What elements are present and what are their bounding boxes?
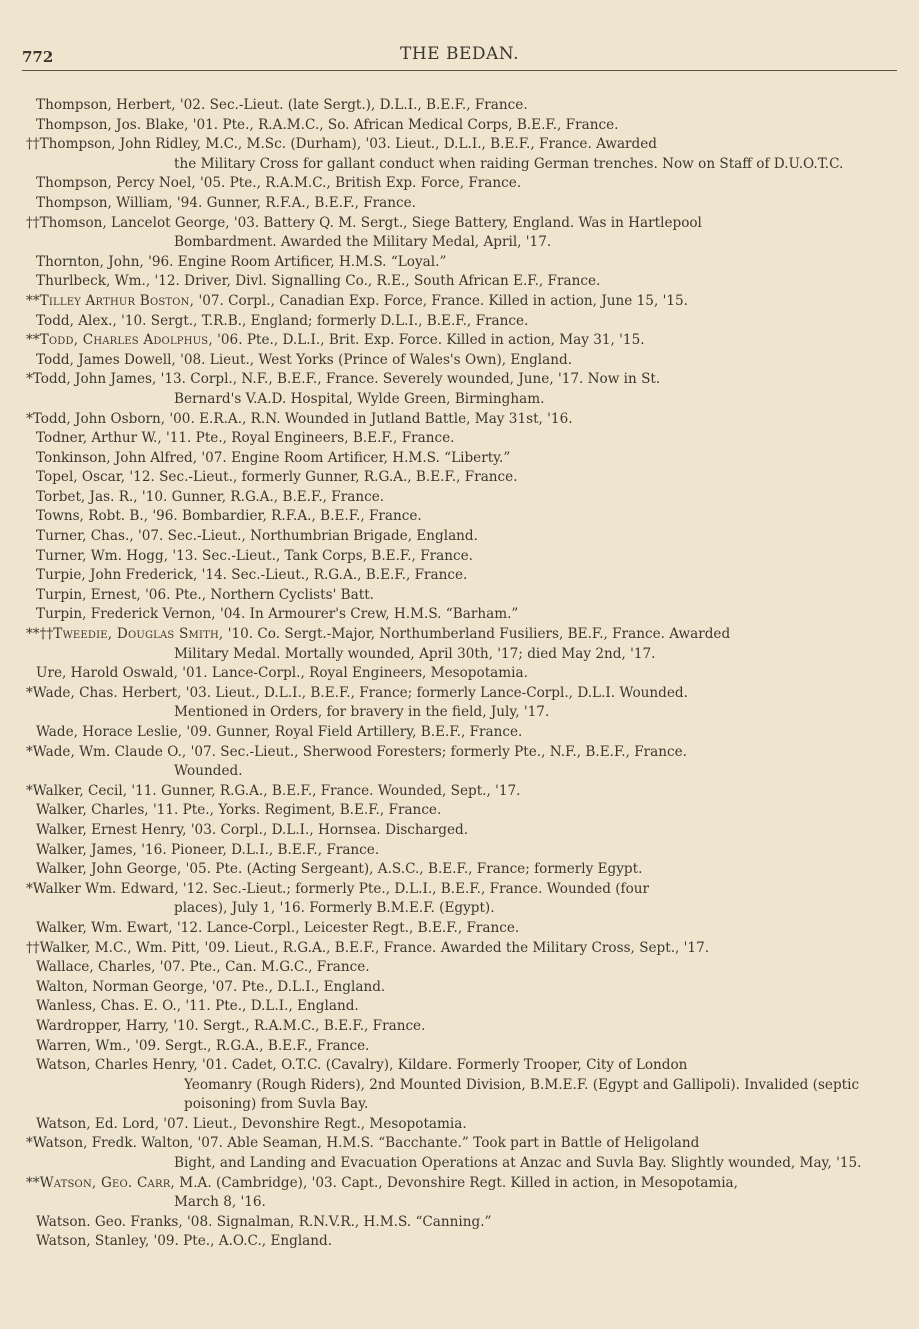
honour-mark: *: [26, 684, 33, 701]
entry-name: Walker, James,: [36, 841, 137, 858]
page-number: 772: [22, 48, 54, 66]
entry-continuation: Wounded.: [174, 763, 243, 780]
entry-name: Torbet, Jas. R.,: [36, 488, 138, 505]
entry-name: Thompson, Percy Noel,: [36, 175, 196, 192]
entry-details: '11. Pte., D.L.I., England.: [181, 998, 359, 1015]
honour-mark: ††: [26, 136, 40, 153]
entry: [26, 1213, 893, 1233]
honour-mark: **††: [26, 626, 54, 643]
entry-name: Turner, Wm. Hogg,: [36, 547, 169, 564]
entry: [26, 782, 893, 802]
entry-name: Turpie, John Frederick,: [36, 567, 198, 584]
entry-details: '05. Pte. (Acting Sergeant), A.S.C., B.E.F., France; formerly Egypt.: [181, 861, 643, 878]
entry-name: Walker, Cecil,: [32, 782, 128, 799]
entry-name: Topel, Oscar,: [36, 469, 126, 486]
entry-continuation: Bombardment. Awarded the Military Medal, April, '17.: [174, 234, 552, 251]
entry-details: '01. Pte., R.A.M.C., So. African Medical Corps, B.E.F., France.: [188, 116, 619, 133]
entry: [26, 841, 893, 861]
entry: [26, 272, 893, 292]
entry-name: Todd, John Osborn,: [32, 410, 166, 427]
page-header: [22, 40, 897, 70]
honour-mark: *: [26, 371, 33, 388]
entry-details: '09. Gunner, Royal Field Artillery, B.E.F., France.: [182, 724, 523, 740]
entry: [26, 116, 893, 136]
entry-details: '03. Battery Q. M. Sergt., Siege Battery, England. Was in Hartlepool: [229, 214, 702, 231]
entry-details: '05. Pte., R.A.M.C., British Exp. Force, France.: [195, 175, 522, 192]
entry: [26, 410, 893, 430]
entry: [26, 1134, 893, 1173]
entry-name: Watson, Ed. Lord,: [36, 1115, 159, 1132]
entry-name: Wallace, Charles,: [36, 959, 156, 976]
entry-details: '96. Engine Room Artificer, H.M.S. “Loyal.”: [143, 253, 447, 270]
entry-name: Thornton, John,: [36, 253, 144, 270]
entry: [26, 1115, 893, 1135]
honour-mark: **: [26, 1174, 40, 1191]
entry-name: Walker Wm. Edward,: [32, 880, 179, 897]
entry: [26, 468, 893, 488]
entry-name: Tweedie, Douglas Smith,: [53, 626, 224, 643]
entry: [26, 684, 893, 723]
entry: [26, 997, 893, 1017]
entry: [26, 331, 893, 351]
entry: [26, 1056, 893, 1115]
entry: [26, 919, 893, 939]
entry-name: Thomson, Lancelot George,: [39, 214, 230, 231]
entry-details: '09. Lieut., R.G.A., B.E.F., France. Awarded the Military Cross, Sept., '17.: [200, 939, 710, 956]
entry: [26, 370, 893, 409]
entry: [26, 214, 893, 253]
entry: [26, 605, 893, 625]
entry: [26, 135, 893, 174]
entry: [26, 1017, 893, 1037]
entry-details: '01. Cadet, O.T.C. (Cavalry), Kildare. Formerly Trooper, City of London: [197, 1057, 688, 1074]
entry-details: '09. Pte., A.O.C., England.: [149, 1233, 333, 1250]
honour-mark: **: [26, 292, 40, 309]
entry-details: '07. Corpl., Canadian Exp. Force, France. Killed in action, June 15, '15.: [194, 292, 688, 309]
honour-mark: *: [26, 1135, 33, 1152]
entry: [26, 723, 893, 743]
entry-details: '02. Sec.-Lieut. (late Sergt.), D.L.I., B.E.F., France.: [175, 97, 528, 113]
entry-name: Towns, Robt. B.,: [36, 508, 149, 525]
entry-details: '14. Sec.-Lieut., R.G.A., B.E.F., France.: [197, 567, 468, 584]
entry: [26, 429, 893, 449]
entry-name: Watson. Geo. Franks,: [36, 1213, 183, 1230]
entry-continuation: places), July 1, '16. Formerly B.M.E.F. (Egypt).: [174, 900, 495, 917]
entry-details: '04. In Armourer's Crew, H.M.S. “Barham.”: [215, 606, 519, 623]
entry: [26, 194, 893, 214]
entry: [26, 801, 893, 821]
entry: [26, 174, 893, 194]
entry-details: '07. Engine Room Artificer, H.M.S. “Liberty.”: [197, 449, 511, 466]
entry: [26, 1232, 893, 1252]
entry-details: '10. Gunner, R.G.A., B.E.F., France.: [137, 488, 385, 505]
entry: [26, 449, 893, 469]
entry: [26, 1037, 893, 1057]
entry: [26, 978, 893, 998]
entry-name: Todd, John James,: [32, 371, 157, 388]
entry-name: Wade, Wm. Claude O.,: [32, 743, 187, 760]
entry-details: '06. Pte., Northern Cyclists' Batt.: [140, 586, 374, 603]
entry-name: Thurlbeck, Wm.,: [36, 273, 151, 290]
entry-continuation: Mentioned in Orders, for bravery in the field, July, '17.: [174, 704, 550, 721]
entry-name: Wardropper, Harry,: [36, 1017, 170, 1034]
entry-name: Walker, M.C., Wm. Pitt,: [39, 939, 201, 956]
honour-mark: ††: [26, 214, 40, 231]
roll-of-service-list: [26, 96, 893, 1252]
entry: [26, 880, 893, 919]
entry: [26, 625, 893, 664]
entry: [26, 958, 893, 978]
honour-mark: *: [26, 782, 33, 799]
entry-details: '07. Sec.-Lieut., Sherwood Foresters; formerly Pte., N.F., B.E.F., France.: [186, 743, 687, 760]
entry-name: Watson, Fredk. Walton,: [32, 1135, 194, 1152]
entry-details: '11. Pte., Royal Engineers, B.E.F., France.: [161, 430, 455, 447]
entry-name: Walker, Ernest Henry,: [36, 821, 187, 838]
entry-name: Tilley Arthur Boston,: [39, 292, 195, 309]
entry-details: M.A. (Cambridge), '03. Capt., Devonshire Regt. Killed in action, in Mesopotamia,: [174, 1174, 738, 1191]
entry-continuation: the Military Cross for gallant conduct when raiding German trenches. Now on Staff of D.U.O.T.C.: [174, 155, 844, 172]
entry-details: '11. Pte., Yorks. Regiment, B.E.F., France.: [148, 802, 442, 819]
entry: [26, 566, 893, 586]
entry-details: M.C., M.Sc. (Durham), '03. Lieut., D.L.I., B.E.F., France. Awarded: [201, 136, 658, 153]
entry-name: Thompson, William,: [36, 194, 173, 211]
entry-continuation: March 8, '16.: [174, 1194, 266, 1211]
entry-details: '11. Gunner, R.G.A., B.E.F., France. Wounded, Sept., '17.: [127, 782, 521, 799]
honour-mark: *: [26, 880, 33, 897]
entry-name: Thompson, Jos. Blake,: [36, 116, 189, 133]
running-title: THE BEDAN.: [400, 44, 519, 64]
entry: [26, 96, 893, 116]
entry: [26, 507, 893, 527]
entry-name: Wade, Chas. Herbert,: [32, 684, 182, 701]
entry-details: '00. E.R.A., R.N. Wounded in Jutland Battle, May 31st, '16.: [165, 410, 573, 427]
entry: [26, 586, 893, 606]
entry-details: '06. Pte., D.L.I., Brit. Exp. Force. Killed in action, May 31, '15.: [212, 332, 645, 349]
entry: [26, 292, 893, 312]
header-rule: [22, 70, 897, 71]
entry-details: '94. Gunner, R.F.A., B.E.F., France.: [172, 194, 416, 211]
entry: [26, 939, 893, 959]
entry: [26, 743, 893, 782]
entry-details: '10. Sergt., R.A.M.C., B.E.F., France.: [169, 1017, 426, 1034]
entry-name: Walker, Charles,: [36, 802, 149, 819]
entry: [26, 351, 893, 371]
entry-details: '07. Able Seaman, H.M.S. “Bacchante.” Took part in Battle of Heligoland: [193, 1135, 700, 1152]
entry-name: Thompson, Herbert,: [36, 97, 176, 113]
entry-details: '08. Signalman, R.N.V.R., H.M.S. “Canning.”: [182, 1213, 492, 1230]
entry-continuation: Yeomanry (Rough Riders), 2nd Mounted Division, B.M.E.F. (Egypt and Gallipoli). Invalided (septic poisoning) from Suvla Bay.: [184, 1076, 860, 1113]
entry: [26, 527, 893, 547]
entry: [26, 664, 893, 684]
entry: [26, 821, 893, 841]
entry-name: Todd, James Dowell,: [36, 351, 176, 368]
entry-name: Todd, Alex.,: [36, 312, 117, 329]
entry-details: '12. Lance-Corpl., Leicester Regt., B.E.F., France.: [172, 919, 520, 936]
entry: [26, 860, 893, 880]
entry-name: Wanless, Chas. E. O.,: [36, 998, 182, 1015]
entry-details: '03. Lieut., D.L.I., B.E.F., France; formerly Lance-Corpl., D.L.I. Wounded.: [181, 684, 688, 701]
entry-name: Watson, Stanley,: [36, 1233, 150, 1250]
entry-name: Todd, Charles Adolphus,: [39, 332, 213, 349]
entry-name: Walker, Wm. Ewart,: [36, 919, 173, 936]
entry-name: Turner, Chas.,: [36, 528, 134, 545]
entry-details: '07. Pte., D.L.I., England.: [207, 978, 386, 995]
honour-mark: **: [26, 332, 40, 349]
entry-details: '09. Sergt., R.G.A., B.E.F., France.: [130, 1037, 370, 1054]
entry-name: Wade, Horace Leslie,: [36, 724, 183, 740]
entry-name: Walton, Norman George,: [36, 978, 208, 995]
entry-name: Ure, Harold Oswald,: [36, 665, 178, 682]
entry-name: Watson, Geo. Carr,: [39, 1174, 175, 1191]
entry-details: '03. Corpl., D.L.I., Hornsea. Discharged.: [186, 821, 469, 838]
entry-details: '07. Lieut., Devonshire Regt., Mesopotamia.: [158, 1115, 467, 1132]
entry-name: Watson, Charles Henry,: [36, 1057, 198, 1074]
entry-continuation: Bight, and Landing and Evacuation Operations at Anzac and Suvla Bay. Slightly wounded, May, '15.: [174, 1155, 862, 1172]
entry: [26, 547, 893, 567]
entry-details: '96. Bombardier, R.F.A., B.E.F., France.: [148, 508, 422, 525]
entry-details: '07. Sec.-Lieut., Northumbrian Brigade, England.: [133, 528, 478, 545]
entry-details: '10. Sergt., T.R.B., England; formerly D.L.I., B.E.F., France.: [116, 312, 529, 329]
entry-name: Turpin, Ernest,: [36, 586, 141, 603]
entry-name: Tonkinson, John Alfred,: [36, 449, 198, 466]
entry: [26, 253, 893, 273]
entry-continuation: Military Medal. Mortally wounded, April 30th, '17; died May 2nd, '17.: [174, 645, 656, 662]
entry-continuation: Bernard's V.A.D. Hospital, Wylde Green, Birmingham.: [174, 390, 545, 407]
entry: [26, 312, 893, 332]
entry-name: Walker, John George,: [36, 861, 182, 878]
honour-mark: *: [26, 743, 33, 760]
entry-name: Turpin, Frederick Vernon,: [36, 606, 216, 623]
entry-name: Warren, Wm.,: [36, 1037, 131, 1054]
entry: [26, 488, 893, 508]
entry-details: '16. Pioneer, D.L.I., B.E.F., France.: [136, 841, 380, 858]
entry: [26, 1174, 893, 1213]
entry-name: Thompson, John Ridley,: [39, 136, 202, 153]
entry-details: '07. Pte., Can. M.G.C., France.: [155, 959, 370, 976]
honour-mark: ††: [26, 939, 40, 956]
entry-details: '13. Corpl., N.F., B.E.F., France. Severely wounded, June, '17. Now in St.: [156, 371, 661, 388]
entry-details: '12. Sec.-Lieut.; formerly Pte., D.L.I., B.E.F., France. Wounded (four: [178, 880, 650, 897]
entry-details: '12. Driver, Divl. Signalling Co., R.E., South African E.F., France.: [150, 273, 601, 290]
entry-name: Todner, Arthur W.,: [36, 430, 162, 447]
entry-details: '10. Co. Sergt.-Major, Northumberland Fusiliers, BE.F., France. Awarded: [223, 626, 731, 643]
entry-details: '13. Sec.-Lieut., Tank Corps, B.E.F., France.: [168, 547, 473, 564]
entry-details: '08. Lieut., West Yorks (Prince of Wales's Own), England.: [175, 351, 573, 368]
entry-details: '01. Lance-Corpl., Royal Engineers, Mesopotamia.: [177, 665, 528, 682]
honour-mark: *: [26, 410, 33, 427]
entry-details: '12. Sec.-Lieut., formerly Gunner, R.G.A., B.E.F., France.: [125, 469, 518, 486]
